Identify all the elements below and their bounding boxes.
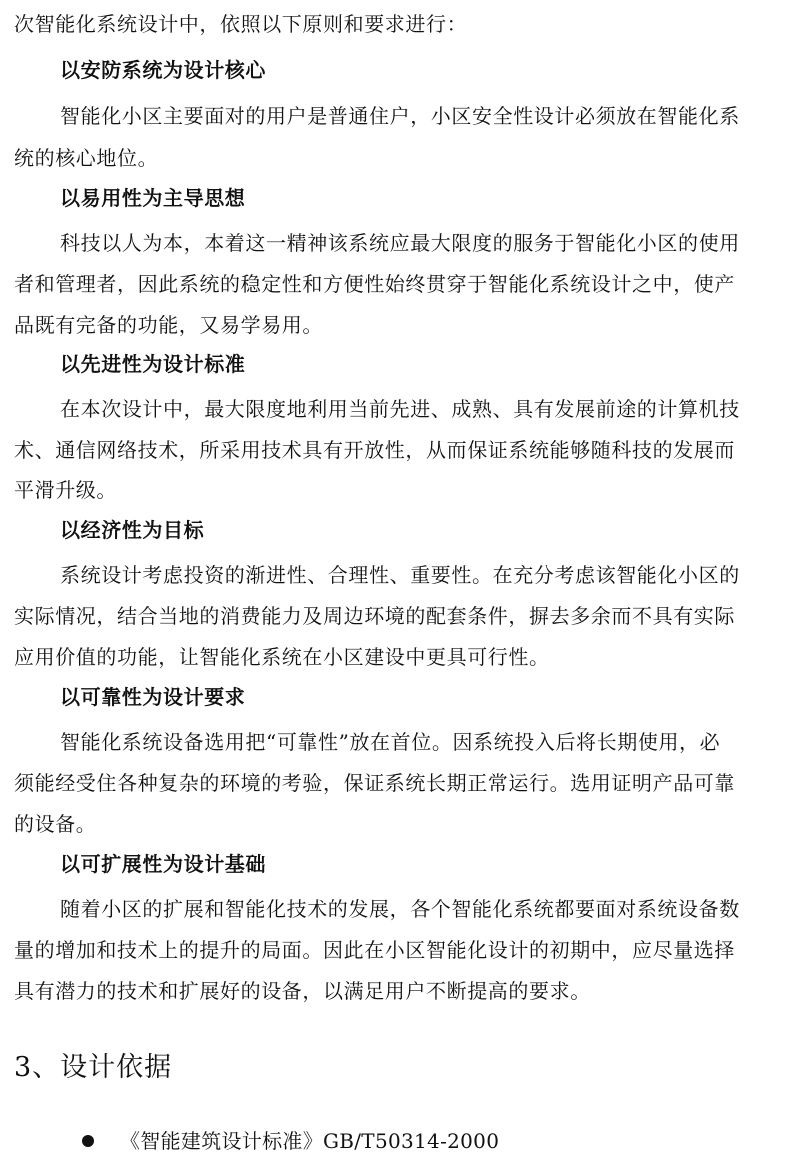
paragraph-line: 量的增加和技术上的提升的局面。因此在小区智能化设计的初期中，应尽量选择 xyxy=(14,938,735,962)
paragraph-line: 实际情况，结合当地的消费能力及周边环境的配套条件，摒去多余而不具有实际 xyxy=(14,604,735,628)
principle-heading-scalability: 以可扩展性为设计基础 xyxy=(60,852,266,876)
paragraph-line: 平滑升级。 xyxy=(14,478,117,502)
paragraph-line: 智能化小区主要面对的用户是普通住户，小区安全性设计必须放在智能化系 xyxy=(60,104,740,128)
bullet-dot-icon xyxy=(82,1135,94,1147)
paragraph-line: 智能化系统设备选用把“可靠性”放在首位。因系统投入后将长期使用，必 xyxy=(60,730,721,754)
paragraph-line: 者和管理者，因此系统的稳定性和方便性始终贯穿于智能化系统设计之中，使产 xyxy=(14,272,735,296)
bullet-text: 《智能建筑设计标准》GB/T50314-2000 xyxy=(120,1129,500,1153)
paragraph-line: 术、通信网络技术，所采用技术具有开放性，从而保证系统能够随科技的发展而 xyxy=(14,438,735,462)
section-title: 3、设计依据 xyxy=(14,1052,173,1083)
paragraph-line: 须能经受住各种复杂的环境的考验，保证系统长期正常运行。选用证明产品可靠 xyxy=(14,771,735,795)
paragraph-line: 具有潜力的技术和扩展好的设备，以满足用户不断提高的要求。 xyxy=(14,979,591,1003)
principle-heading-usability: 以易用性为主导思想 xyxy=(60,186,246,210)
principle-heading-reliability: 以可靠性为设计要求 xyxy=(60,685,246,709)
paragraph-line: 统的核心地位。 xyxy=(14,146,159,170)
intro-line: 次智能化系统设计中，依照以下原则和要求进行： xyxy=(14,12,468,36)
principle-heading-security: 以安防系统为设计核心 xyxy=(60,58,266,82)
paragraph-line: 在本次设计中，最大限度地利用当前先进、成熟、具有发展前途的计算机技 xyxy=(60,397,740,421)
paragraph-line: 的设备。 xyxy=(14,812,97,836)
principle-heading-economy: 以经济性为目标 xyxy=(60,518,205,542)
paragraph-line: 系统设计考虑投资的渐进性、合理性、重要性。在充分考虑该智能化小区的 xyxy=(60,563,740,587)
paragraph-line: 科技以人为本，本着这一精神该系统应最大限度的服务于智能化小区的使用 xyxy=(60,231,740,255)
principle-heading-advanced: 以先进性为设计标准 xyxy=(60,352,246,376)
paragraph-line: 应用价值的功能，让智能化系统在小区建设中更具可行性。 xyxy=(14,645,550,669)
paragraph-line: 随着小区的扩展和智能化技术的发展，各个智能化系统都要面对系统设备数 xyxy=(60,897,740,921)
paragraph-line: 品既有完备的功能，又易学易用。 xyxy=(14,313,323,337)
